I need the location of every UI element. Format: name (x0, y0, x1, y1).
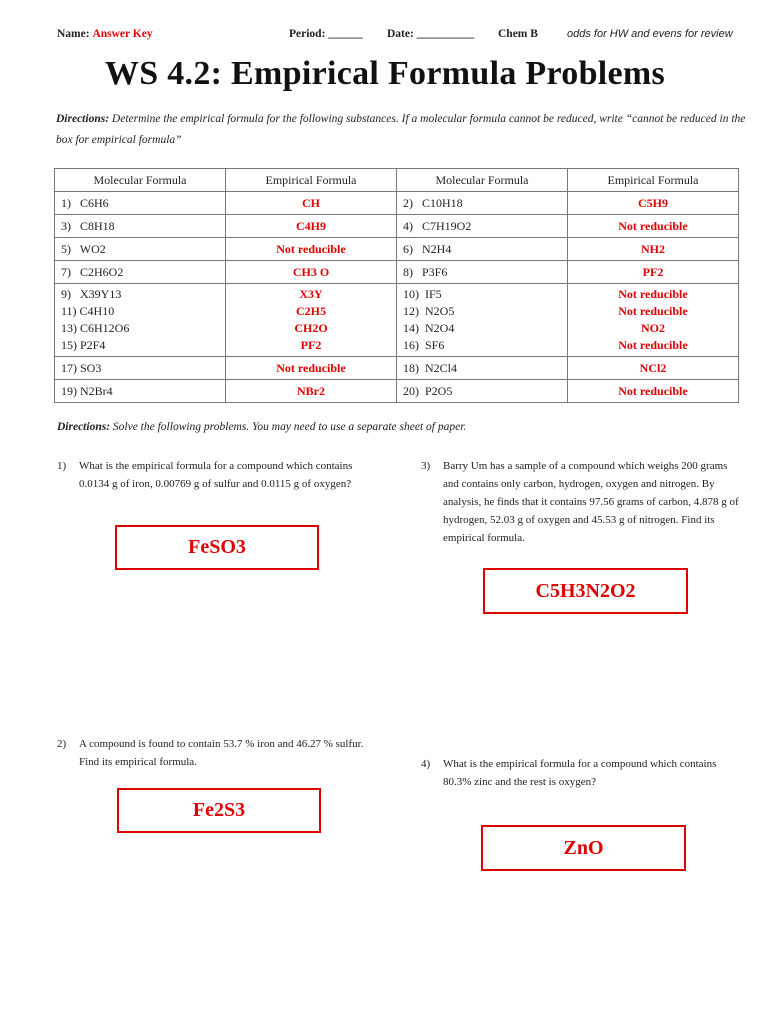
table-row (55, 261, 739, 284)
empirical-formula-cell: C5H9 (568, 192, 739, 215)
problem-number: 4) (421, 758, 431, 770)
empirical-formula-cell: Not reducible (568, 215, 739, 238)
table-row (55, 238, 739, 261)
molecular-formula-cell: 17) SO3 (55, 357, 226, 380)
table-header-row (55, 169, 739, 192)
directions-text: Determine the empirical formula for the following substances. If a molecular formula cannot be reduced, write “cannot be reduced in the box for empirical formula” (56, 113, 746, 146)
problem-number: 2) (57, 738, 67, 750)
problem-number: 3) (421, 460, 431, 472)
directions-label: Directions: (56, 113, 110, 125)
empirical-formula-cell: C4H9 (226, 215, 397, 238)
name-label: Name: (57, 28, 90, 40)
table-row (55, 215, 739, 238)
empirical-formula-cell: Not reducible (226, 357, 397, 380)
molecular-formula-cell: 5) WO2 (55, 238, 226, 261)
molecular-formula-cell: 1) C6H6 (55, 192, 226, 215)
formula-table (54, 168, 739, 403)
column-header: Molecular Formula (55, 169, 226, 192)
worksheet-header (57, 28, 737, 46)
answer-box-2 (117, 788, 321, 833)
table-row (55, 380, 739, 403)
problem-1 (57, 457, 377, 517)
column-header: Empirical Formula (226, 169, 397, 192)
molecular-formula-cell: 3) C8H18 (55, 215, 226, 238)
empirical-formula-cell: CH3 O (226, 261, 397, 284)
problem-2 (57, 735, 377, 775)
table-row (55, 192, 739, 215)
answer-text: FeSO3 (188, 536, 246, 558)
problem-text: What is the empirical formula for a compound which contains 0.0134 g of iron, 0.00769 g of sulfur and 0.0115 g of oxygen? (79, 460, 353, 490)
course-label: Chem B (498, 28, 538, 40)
column-header: Empirical Formula (568, 169, 739, 192)
empirical-formula-cell: NBr2 (226, 380, 397, 403)
problem-text: What is the empirical formula for a compound which contains 80.3% zinc and the rest is oxygen? (443, 758, 717, 788)
answer-text: ZnO (563, 837, 604, 859)
directions-problems (57, 421, 466, 433)
molecular-formula-cell: 7) C2H6O2 (55, 261, 226, 284)
empirical-formula-cell: NCl2 (568, 357, 739, 380)
directions-text: Solve the following problems. You may need to use a separate sheet of paper. (112, 421, 467, 433)
molecular-formula-cell: 8) P3F6 (397, 261, 568, 284)
column-header: Molecular Formula (397, 169, 568, 192)
problem-text: A compound is found to contain 53.7 % iron and 46.27 % sulfur. Find its empirical formula. (79, 738, 364, 768)
empirical-formula-cell: Not reducible (568, 380, 739, 403)
empirical-formula-cell: Not reducible (226, 238, 397, 261)
empirical-formula-cell: X3Y C2H5 CH2O PF2 (226, 284, 397, 357)
problem-text: Barry Um has a sample of a compound which weighs 200 grams and contains only carbon, hydrogen, oxygen and nitrogen. By analysis, he finds that it contains 97.56 grams of carbon, 4.878 g of hydrogen, 52.03 g of oxygen and 45.53 g of nitrogen. Find its empirical formula. (443, 460, 739, 544)
problem-4 (421, 755, 743, 795)
molecular-formula-cell: 10) IF5 12) N2O5 14) N2O4 16) SF6 (397, 284, 568, 357)
empirical-formula-cell: PF2 (568, 261, 739, 284)
date-field: Date: __________ (387, 28, 475, 40)
molecular-formula-cell: 6) N2H4 (397, 238, 568, 261)
directions-table (56, 109, 746, 151)
directions-label: Directions: (57, 421, 111, 433)
molecular-formula-cell: 19) N2Br4 (55, 380, 226, 403)
empirical-formula-cell: CH (226, 192, 397, 215)
table-row (55, 357, 739, 380)
molecular-formula-cell: 2) C10H18 (397, 192, 568, 215)
molecular-formula-cell: 20) P2O5 (397, 380, 568, 403)
hw-note: odds for HW and evens for review (567, 28, 733, 40)
table-row (55, 284, 739, 357)
empirical-formula-cell: Not reducible Not reducible NO2 Not reducible (568, 284, 739, 357)
answer-box-4 (481, 825, 686, 871)
period-field: Period: ______ (289, 28, 363, 40)
molecular-formula-cell: 18) N2Cl4 (397, 357, 568, 380)
molecular-formula-cell: 9) X39Y13 11) C4H10 13) C6H12O6 15) P2F4 (55, 284, 226, 357)
page-title: WS 4.2: Empirical Formula Problems (104, 55, 666, 92)
name-field (57, 28, 153, 40)
answer-text: C5H3N2O2 (535, 580, 636, 602)
answer-box-3 (483, 568, 688, 614)
empirical-formula-cell: NH2 (568, 238, 739, 261)
problem-3 (421, 457, 743, 547)
answer-box-1 (115, 525, 319, 570)
molecular-formula-cell: 4) C7H19O2 (397, 215, 568, 238)
name-value: Answer Key (92, 28, 153, 40)
problem-number: 1) (57, 460, 67, 472)
answer-text: Fe2S3 (192, 799, 246, 821)
